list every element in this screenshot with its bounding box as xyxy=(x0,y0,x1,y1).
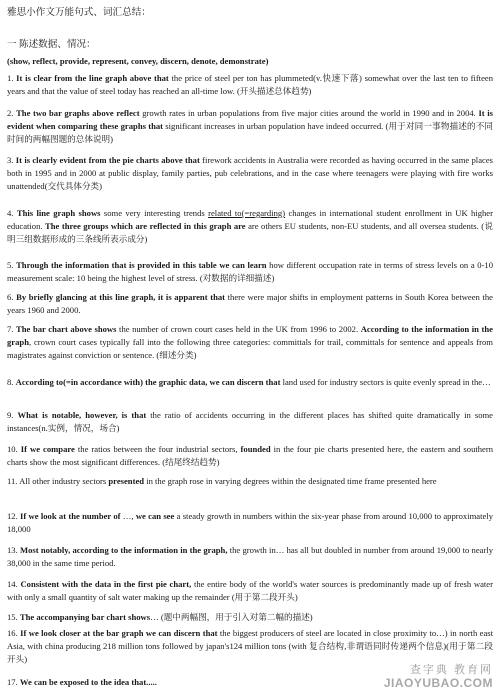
sentence-item xyxy=(7,323,493,363)
sentence-item xyxy=(7,291,493,317)
key-phrase: Consistent with the data in the first pie chart, xyxy=(20,579,192,589)
item-number: 4. xyxy=(7,208,14,218)
item-text: … (题中两幅图，用于引入对第二幅的描述) xyxy=(150,612,313,622)
sentence-item xyxy=(7,611,493,624)
item-text: the price of steel per ton has plummeted(v.快速下落) somewhat over the last ten to fifteen years and that the value of steel today has reached an all-time low. (开头描述总体趋势) xyxy=(7,73,493,97)
item-text: significant increases in urban population have indeed occurred. (用于对同一事物描述的不同时间的两幅图题的总体说明) xyxy=(7,121,494,145)
item-number: 15. xyxy=(7,612,18,622)
sentence-item xyxy=(7,154,493,194)
item-number: 6. xyxy=(7,292,14,302)
watermark-logo xyxy=(384,664,493,690)
sentence-item xyxy=(7,72,493,98)
sentence-item xyxy=(7,107,493,147)
item-number: 1. xyxy=(7,73,14,83)
item-text: the ratios between the four industrial sectors, xyxy=(74,444,241,454)
key-phrase: What is notable, however, is that xyxy=(17,410,147,420)
sentence-item xyxy=(7,475,493,488)
key-phrase: If we compare xyxy=(20,444,75,454)
watermark-en: JIAOYUBAO.COM xyxy=(383,675,493,690)
item-text: …, xyxy=(120,511,136,521)
item-text: a steady growth in numbers within the six-year phase from around 10,000 to approximately 18,000 xyxy=(7,511,493,535)
sentence-item xyxy=(7,376,493,389)
item-number: 17. xyxy=(7,677,18,687)
item-number: 12. xyxy=(7,511,18,521)
item-text: All other industry sectors xyxy=(19,476,109,486)
underlined-phrase: related to(=regarding) xyxy=(208,208,286,218)
key-phrase: It is clear from the line graph above that xyxy=(16,73,169,83)
item-text: there were major shifts in employment patterns in South Korea between the years 1960 and 2000. xyxy=(7,292,493,316)
key-phrase: we can see xyxy=(135,511,175,521)
key-phrase: It is clearly evident from the pie charts above that xyxy=(15,155,200,165)
page-title: 雅思小作文万能句式、词汇总结： xyxy=(7,7,151,18)
item-text: in the four pie charts presented here, the eastern and southern charts show the most significant differences. (结尾终结趋势) xyxy=(7,444,494,468)
key-phrase: founded xyxy=(240,444,271,454)
item-number: 9. xyxy=(7,410,14,420)
key-phrase: According to(=in accordance with) the graphic data, we can discern that xyxy=(15,377,281,387)
key-phrase: presented xyxy=(108,476,145,486)
key-phrase: The bar chart above shows xyxy=(16,324,117,334)
item-text: the entire body of the world's water sources is predominantly made up of fresh water with only a small quantity of salt water making up the remainder (用于第二段开头) xyxy=(7,579,493,603)
item-text: in the graph rose in varying degrees within the designated time frame presented here xyxy=(144,476,437,486)
sentence-item xyxy=(7,207,493,247)
item-number: 16. xyxy=(7,628,18,638)
item-text: how different occupation rate in terms of stress levels on a 0-10 measurement scale: 10 being the highest level of stress. (对数据的详细描述) xyxy=(7,260,493,284)
item-text: the ratio of accidents occurring in the different places has shifted quite dramatically in some instances(n.实例，情况，场合) xyxy=(7,410,493,434)
sentence-item xyxy=(7,627,493,667)
sentence-item xyxy=(7,409,493,435)
item-text: changes in international student enrollment in UK higher education. xyxy=(7,208,493,232)
key-phrase: This line graph shows xyxy=(16,208,101,218)
sentence-item xyxy=(7,259,493,285)
item-text: firework accidents in Australia were recorded as having occurred in the same places both in 1995 and in 2000 at public display, family parties, pub celebrations, and in the case where teenagers were playing with fire works unattended(交代具体分类) xyxy=(7,155,493,192)
item-number: 5. xyxy=(7,260,14,270)
item-number: 11. xyxy=(7,476,18,486)
key-phrase: The accompanying bar chart shows xyxy=(19,612,151,622)
key-phrase: If we look at the number of xyxy=(20,511,121,521)
key-phrase: The two bar graphs above reflect xyxy=(16,108,140,118)
key-phrase: By briefly glancing at this line graph, it is apparent that xyxy=(16,292,226,302)
watermark-cn: 查字典 教育网 xyxy=(409,663,493,676)
item-text: the biggest producers of steel are located in close proximity to…) in north east Asia, with china producing 218 million tons followed by japan's124 million tons (with 复合结构,非谓语同时传递两个信息)(用于第二段开头) xyxy=(7,628,493,665)
item-text: land used for industry sectors is quite evenly spread in the… xyxy=(280,377,491,387)
item-number: 3. xyxy=(7,155,14,165)
item-text: growth rates in urban populations from five major cities around the world in 1990 and in 2004. xyxy=(139,108,479,118)
sentence-item xyxy=(7,443,493,469)
item-number: 13. xyxy=(7,545,18,555)
key-phrase: According to the information in the graph xyxy=(7,324,493,348)
key-phrase: If we look closer at the bar graph we can discern that xyxy=(20,628,218,638)
item-text: some very interesting trends xyxy=(100,208,209,218)
item-number: 7. xyxy=(7,324,14,334)
key-phrase: Most notably, according to the information in the graph, xyxy=(20,545,228,555)
sentence-item xyxy=(7,510,493,536)
item-number: 10. xyxy=(7,444,18,454)
item-number: 2. xyxy=(7,108,14,118)
keyword-list: (show, reflect, provide, represent, convey, discern, denote, demonstrate) xyxy=(7,56,269,66)
item-text: the growth in… has all but doubled in number from around 19,000 to nearly 38,000 in the same time period. xyxy=(7,545,493,569)
key-phrase: We can be exposed to the idea that..... xyxy=(19,677,157,687)
key-phrase: The three groups which are reflected in this graph are xyxy=(45,221,246,232)
sentence-item xyxy=(7,544,493,570)
key-phrase: Through the information that is provided in this table we can learn xyxy=(16,260,267,270)
section-heading: 一 陈述数据、情况： xyxy=(7,39,96,50)
key-phrase: It is evident when comparing these graphs that xyxy=(7,108,494,132)
item-number: 8. xyxy=(7,377,14,387)
sentence-item xyxy=(7,578,493,604)
item-text: are others EU students, non-EU students, and all oversea students. (说明三组数据形成的三条线所表示成分) xyxy=(7,221,494,245)
item-text: , crown court cases typically fall into the following three categories: committals for trail, committals for sentence and appeals from magistrates against conviction or sentence. (细述分类) xyxy=(7,337,493,361)
item-number: 14. xyxy=(7,579,18,589)
item-text: the number of crown court cases held in the UK from 1996 to 2002. xyxy=(116,324,361,334)
